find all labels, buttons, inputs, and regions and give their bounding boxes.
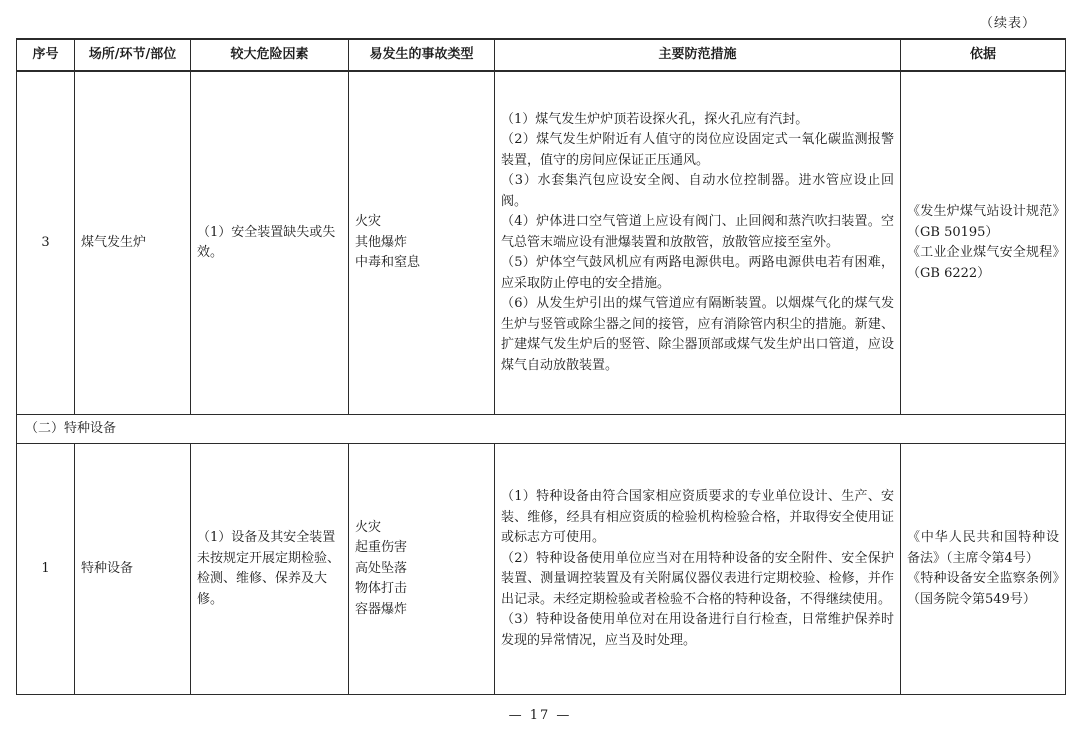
risk-table <box>16 38 1066 695</box>
accident-type-item: 容器爆炸 <box>355 601 408 617</box>
accident-type-item: 中毒和窒息 <box>355 255 421 271</box>
accident-type-item: 火灾 <box>355 519 382 535</box>
measure-item: （5）炉体空气鼓风机应有两路电源供电。两路电源供电若有困难，应采取防止停电的安全措施。 <box>501 255 894 291</box>
continued-label: （续表） <box>979 16 1036 31</box>
measure-item: （4）炉体进口空气管道上应设有阀门、止回阀和蒸汽吹扫装置。空气总管末端应设有泄爆装置和放散管，放散管应接至室外。 <box>501 214 894 250</box>
accident-type-item: 火灾 <box>355 214 382 230</box>
measure-item: （2）特种设备使用单位应当对在用特种设备的安全附件、安全保护装置、测量调控装置及有关附属仪器仪表进行定期校验、检修，并作出记录。未经定期检验或者检验不合格的特种设备，不得继续使用。 <box>501 550 894 607</box>
row-seq: 3 <box>17 71 75 415</box>
row-accident-types <box>349 71 495 415</box>
row-hazard: （1）设备及其安全装置未按规定开展定期检验、检测、维修、保养及大修。 <box>191 444 349 695</box>
table-row <box>17 444 1066 695</box>
table-row <box>17 71 1066 415</box>
page-number: — 17 — <box>508 708 572 723</box>
measure-item: （2）煤气发生炉附近有人值守的岗位应设固定式一氧化碳监测报警装置，值守的房间应保证正压通风。 <box>501 132 894 168</box>
measure-item: （3）水套集汽包应设安全阀、自动水位控制器。进水管应设止回阀。 <box>501 173 894 209</box>
row-place: 特种设备 <box>75 444 191 695</box>
accident-type-item: 其他爆炸 <box>355 234 408 250</box>
row-measures <box>495 71 901 415</box>
row-measures <box>495 444 901 695</box>
row-place: 煤气发生炉 <box>75 71 191 415</box>
accident-type-item: 物体打击 <box>355 581 408 597</box>
header-accident-type: 易发生的事故类型 <box>349 39 495 71</box>
measure-item: （1）煤气发生炉炉顶若设探火孔，探火孔应有汽封。 <box>501 111 809 127</box>
basis-item: 《中华人民共和国特种设备法》（主席令第4号） <box>907 530 1059 566</box>
header-place: 场所/环节/部位 <box>75 39 191 71</box>
section-row <box>17 415 1066 444</box>
row-basis <box>901 71 1066 415</box>
header-hazard: 较大危险因素 <box>191 39 349 71</box>
row-seq: 1 <box>17 444 75 695</box>
header-basis: 依据 <box>901 39 1066 71</box>
basis-item: 《发生炉煤气站设计规范》（GB 50195） <box>907 204 1059 240</box>
accident-type-item: 高处坠落 <box>355 560 408 576</box>
table-header-row <box>17 39 1066 71</box>
measure-item: （1）特种设备由符合国家相应资质要求的专业单位设计、生产、安装、维修，经具有相应资质的检验机构检验合格，并取得安全使用证或标志方可使用。 <box>501 489 894 545</box>
basis-item: 《工业企业煤气安全规程》（GB 6222） <box>907 245 1059 281</box>
row-hazard: （1）安全装置缺失或失效。 <box>191 71 349 415</box>
accident-type-item: 起重伤害 <box>355 540 408 556</box>
row-basis <box>901 444 1066 695</box>
basis-item: 《特种设备安全监察条例》（国务院令第549号） <box>907 571 1059 607</box>
measure-item: （6）从发生炉引出的煤气管道应有隔断装置。以烟煤气化的煤气发生炉与竖管或除尘器之间的接管，应有消除管内积尘的措施。新建、扩建煤气发生炉后的竖管、除尘器顶部或煤气发生炉出口管道，应设煤气自动放散装置。 <box>501 296 894 373</box>
header-measures: 主要防范措施 <box>495 39 901 71</box>
section-title: （二）特种设备 <box>17 415 1066 444</box>
header-seq: 序号 <box>17 39 75 71</box>
row-accident-types <box>349 444 495 695</box>
measure-item: （3）特种设备使用单位对在用设备进行自行检查，日常维护保养时发现的异常情况，应当及时处理。 <box>501 612 894 648</box>
